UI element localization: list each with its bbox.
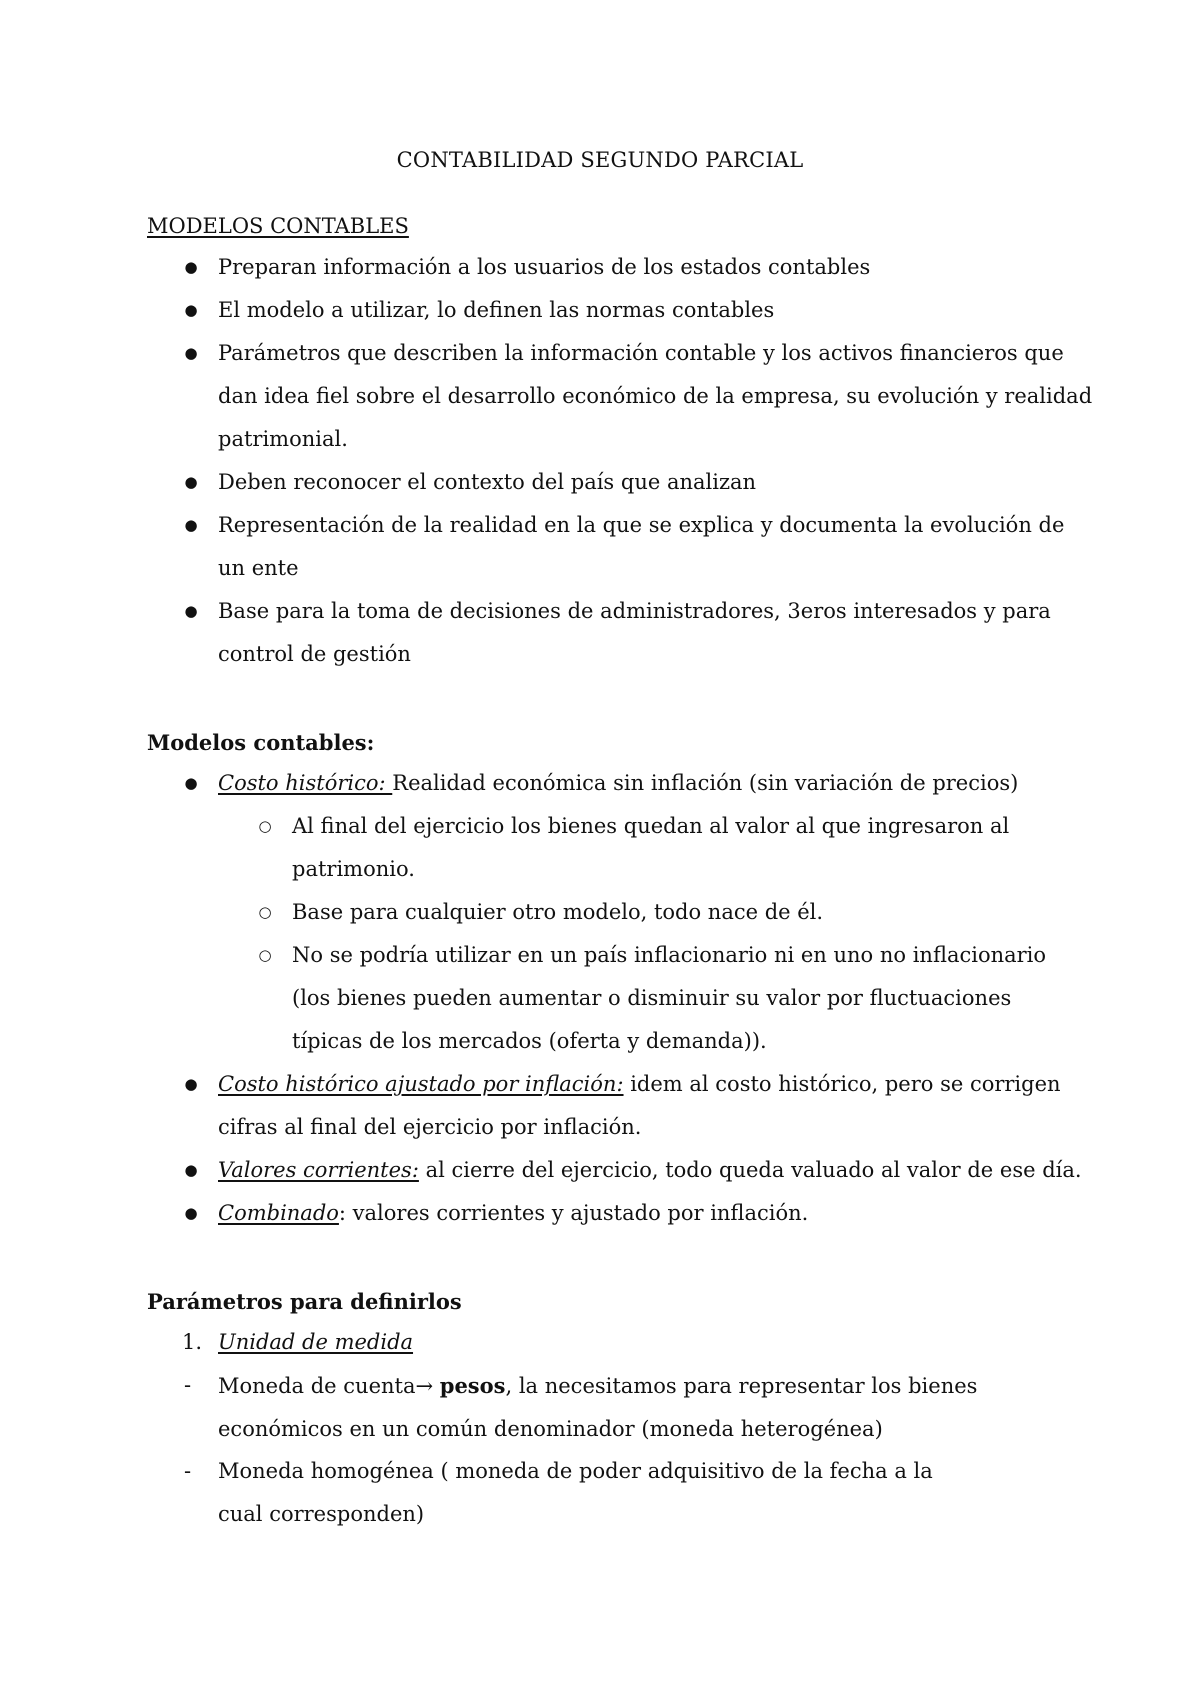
dash-marker: - (184, 1373, 192, 1397)
item-text: : valores corrientes y ajustado por inflación. (338, 1201, 809, 1225)
bullet-marker: ● (184, 516, 198, 534)
list-item: El modelo a utilizar, lo definen las normas contables (218, 298, 775, 322)
item-text: , la necesitamos para representar los bienes económicos en un común denominador (moneda heterogénea) (218, 1374, 978, 1441)
sub-bullet-marker: ○ (258, 946, 272, 964)
sub-bullet-marker: ○ (258, 903, 272, 921)
list-item: Deben reconocer el contexto del país que analizan (218, 470, 757, 494)
bullet-marker: ● (184, 258, 198, 276)
item-text: Moneda de cuenta→ (218, 1374, 440, 1398)
sub-bullet-marker: ○ (258, 817, 272, 835)
item-bold-text: pesos (439, 1373, 506, 1398)
list-item: Parámetros que describen la información contable y los activos financieros que dan idea fiel sobre el desarrollo económico de la empresa, su evolución y realidad patrimonial. (218, 341, 1093, 451)
list-item-valores-corrientes (218, 1149, 1118, 1192)
term-costo-ajustado: Costo histórico ajustado por inflación: (218, 1072, 624, 1096)
bullet-marker: ● (184, 602, 198, 620)
list-item: Preparan información a los usuarios de los estados contables (218, 255, 871, 279)
dash-item-moneda-de-cuenta (218, 1364, 978, 1451)
item-text: al cierre del ejercicio, todo queda valuado al valor de ese día. (418, 1158, 1082, 1182)
sub-list-item: Al final del ejercicio los bienes quedan al valor al que ingresaron al patrimonio. (292, 814, 1010, 881)
term-combinado: Combinado (218, 1201, 339, 1225)
section-heading-modelos-contables: MODELOS CONTABLES (147, 214, 409, 238)
bullet-marker: ● (184, 344, 198, 362)
term-costo-historico: Costo histórico: (218, 771, 393, 795)
dash-marker: - (184, 1459, 192, 1483)
bullet-marker: ● (184, 774, 198, 792)
document-title: CONTABILIDAD SEGUNDO PARCIAL (396, 148, 804, 172)
section-heading-parametros: Parámetros para definirlos (147, 1289, 462, 1314)
list-item-combinado (218, 1192, 1118, 1235)
term-valores-corrientes: Valores corrientes: (218, 1158, 419, 1182)
section-heading-modelos-contables-2: Modelos contables: (147, 730, 375, 755)
bullet-marker: ● (184, 301, 198, 319)
list-item-costo-ajustado (218, 1063, 1098, 1149)
list-item: Base para la toma de decisiones de administradores, 3eros interesados y para control de gestión (218, 599, 1051, 666)
bullet-marker: ● (184, 473, 198, 491)
bullet-marker: ● (184, 1204, 198, 1222)
term-unidad-de-medida: Unidad de medida (218, 1330, 414, 1354)
item-text: Realidad económica sin inflación (sin variación de precios) (392, 771, 1019, 795)
dash-item-moneda-homogenea: Moneda homogénea ( moneda de poder adquisitivo de la fecha a la cual corresponden) (218, 1459, 933, 1526)
list-item-costo-historico (218, 762, 1118, 805)
bullet-marker: ● (184, 1075, 198, 1093)
item-text: idem al costo histórico, pero se corrigen cifras al final del ejercicio por inflación. (218, 1072, 1061, 1139)
bullet-marker: ● (184, 1161, 198, 1179)
sub-list-item: No se podría utilizar en un país inflacionario ni en uno no inflacionario (los bienes pueden aumentar o disminuir su valor por fluctuaciones típicas de los mercados (oferta y demanda)). (292, 943, 1047, 1053)
numbered-item-unidad-de-medida (218, 1321, 1118, 1364)
list-item: Representación de la realidad en la que se explica y documenta la evolución de un ente (218, 513, 1065, 580)
sub-list-item: Base para cualquier otro modelo, todo nace de él. (292, 900, 824, 924)
list-number: 1. (182, 1330, 203, 1354)
